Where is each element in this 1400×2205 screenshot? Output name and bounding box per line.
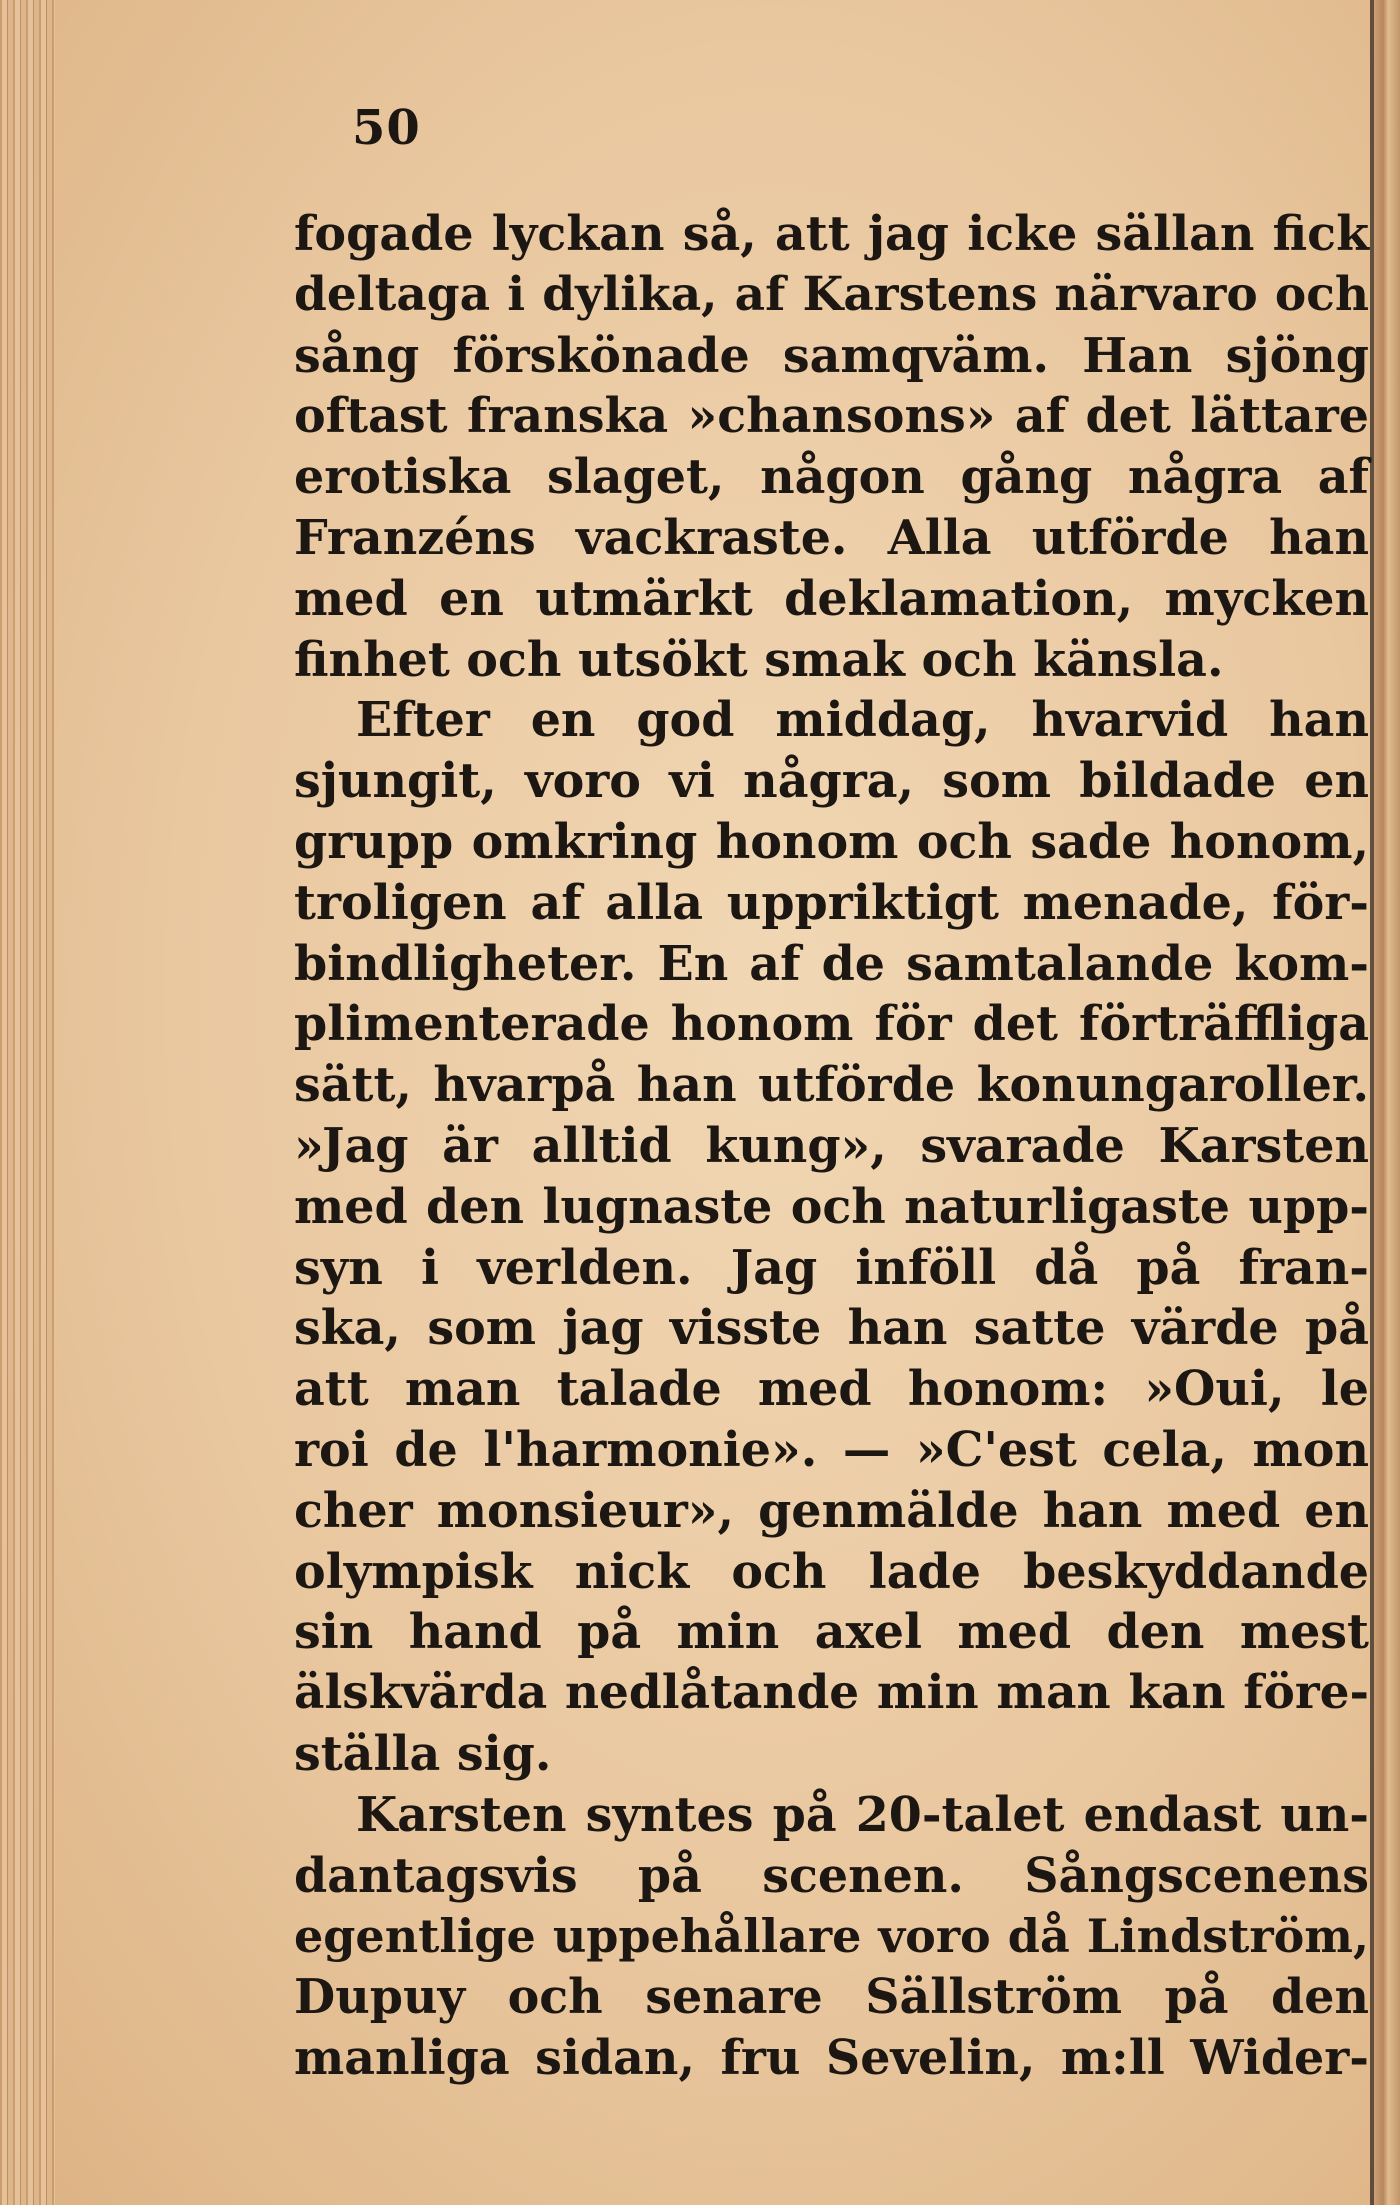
- text-line: dantagsvis på scenen. Sångscenens: [294, 1847, 1369, 1904]
- text-line: egentlige uppehållare voro då Lindström,: [294, 1909, 1369, 1964]
- page-edges: [0, 0, 55, 2205]
- text-line: sin hand på min axel med den mest: [294, 1604, 1369, 1661]
- text-line: älskvärda nedlåtande min man kan före-: [294, 1665, 1369, 1721]
- text-line: sång förskönade samqväm. Han sjöng: [294, 327, 1369, 384]
- text-line: erotiska slaget, någon gång några af: [294, 449, 1369, 506]
- text-line: olympisk nick och lade beskyddande: [294, 1543, 1369, 1600]
- text-line: Franzéns vackraste. Alla utförde han: [294, 509, 1369, 566]
- text-line: Efter en god middag, hvarvid han: [356, 692, 1369, 749]
- text-line: Karsten syntes på 20-talet endast un-: [356, 1786, 1369, 1843]
- text-line: med den lugnaste och naturligaste upp-: [294, 1178, 1369, 1235]
- page-number: 50: [352, 100, 421, 156]
- binding-gutter: [1374, 0, 1400, 2205]
- text-line: med en utmärkt deklamation, mycken: [294, 570, 1369, 627]
- text-line: plimenterade honom för det förträffliga: [294, 996, 1369, 1053]
- text-line: fogade lyckan så, att jag icke sällan fick: [294, 206, 1369, 262]
- text-line: oftast franska »chansons» af det lättare: [294, 388, 1369, 445]
- text-line: manliga sidan, fru Sevelin, m:ll Wider-: [294, 2029, 1369, 2086]
- body-text: [294, 204, 1369, 2089]
- text-line: grupp omkring honom och sade honom,: [294, 813, 1369, 870]
- text-line: ställa sig.: [294, 1725, 552, 1782]
- text-line: sjungit, voro vi några, som bildade en: [294, 753, 1369, 810]
- text-line: »Jag är alltid kung», svarade Karsten: [294, 1117, 1369, 1174]
- text-line: att man talade med honom: »Oui, le: [294, 1361, 1369, 1418]
- text-line: bindligheter. En af de samtalande kom-: [294, 935, 1369, 992]
- text-line: Dupuy och senare Sällström på den: [294, 1969, 1369, 2026]
- text-line: syn i verlden. Jag inföll då på fran-: [294, 1239, 1369, 1296]
- text-line: deltaga i dylika, af Karstens närvaro och: [294, 266, 1369, 322]
- text-line: finhet och utsökt smak och känsla.: [294, 631, 1224, 688]
- text-line: cher monsieur», genmälde han med en: [294, 1482, 1369, 1539]
- text-line: ska, som jag visste han satte värde på: [294, 1300, 1369, 1357]
- text-line: sätt, hvarpå han utförde konungaroller.: [294, 1057, 1369, 1114]
- text-line: roi de l'harmonie». — »C'est cela, mon: [294, 1421, 1369, 1478]
- text-line: troligen af alla uppriktigt menade, för-: [294, 874, 1369, 931]
